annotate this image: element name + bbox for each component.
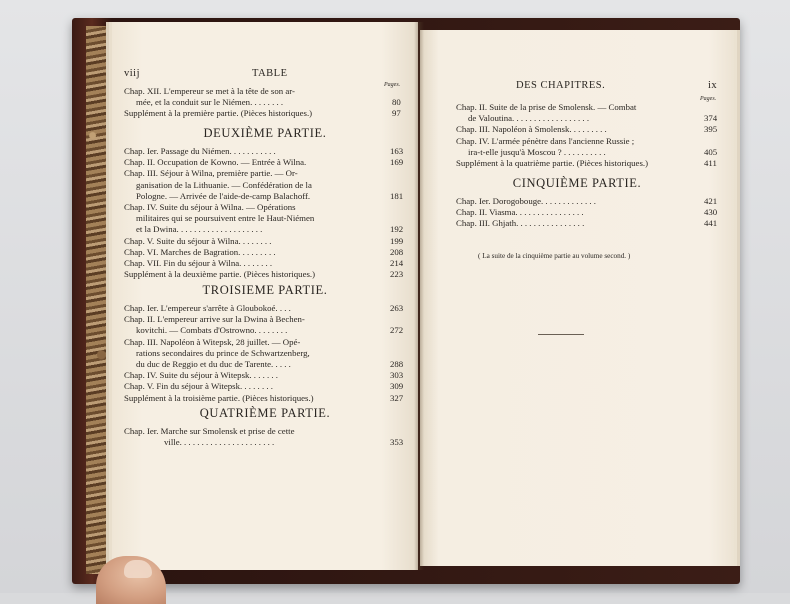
toc-page-number: 441 [704, 218, 718, 229]
toc-text: Chap. II. Occupation de Kowno. — Entrée à Wilna. [124, 157, 307, 168]
right-page-header: DES CHAPITRES. [516, 80, 606, 91]
toc-text: ganisation de la Lithuanie. — Confédération de la [136, 179, 312, 190]
toc-text: Chap. Ier. Passage du Niémen. . . . . . . . . . . [124, 146, 276, 156]
toc-row [456, 196, 596, 207]
thumb-nail [124, 560, 152, 578]
section-troisieme: TROISIEME PARTIE. [202, 283, 328, 297]
toc-row [124, 381, 273, 392]
left-page-header: TABLE [252, 68, 288, 79]
toc-row [456, 207, 584, 218]
right-page-number: ix [708, 80, 718, 91]
toc-row [456, 136, 634, 147]
left-page [112, 22, 418, 570]
toc-text: Supplément à la première partie. (Pièces historiques.) [124, 108, 313, 119]
toc-row [124, 236, 271, 247]
toc-text: mée, et la conduit sur le Niémen. . . . . . . . [136, 97, 284, 108]
section-quatrieme: QUATRIÈME PARTIE. [199, 406, 331, 420]
toc-row [456, 102, 636, 113]
toc-row [468, 113, 589, 124]
toc-page-number: 214 [390, 258, 404, 268]
toc-row [456, 218, 584, 229]
toc-text: Chap. III. Napoléon à Witepsk, 28 juillet. — Opé- [124, 336, 301, 347]
toc-row [136, 213, 314, 224]
end-rule [538, 334, 584, 335]
toc-text: Chap. II. L'empereur arrive sur la Dwina à Bechen- [124, 314, 305, 325]
toc-row [124, 146, 276, 157]
toc-row [136, 359, 291, 370]
toc-text: et la Dwina. . . . . . . . . . . . . . . . . . . . [136, 224, 263, 235]
toc-row [124, 108, 312, 119]
continuation-note: ( La suite de la cinquième partie au volume second. ) [478, 252, 631, 260]
toc-row [136, 224, 262, 235]
toc-page-number: 208 [390, 246, 404, 257]
left-page-number: viij [124, 68, 141, 79]
toc-text: rations secondaires du prince de Schwartzenberg, [136, 347, 310, 358]
right-page [420, 30, 734, 566]
toc-row [136, 348, 310, 359]
toc-row [164, 437, 274, 448]
toc-row [124, 269, 315, 280]
toc-row [456, 158, 648, 169]
toc-row [468, 147, 606, 158]
toc-row [124, 247, 276, 258]
toc-row [456, 124, 607, 135]
left-pages-label: Pages. [384, 82, 401, 88]
toc-page-number: 309 [390, 381, 404, 392]
section-cinquieme: CINQUIÈME PARTIE. [512, 176, 642, 190]
toc-text: militaires qui se poursuivent entre le Haut-Niémen [136, 213, 315, 224]
section-deuxieme: DEUXIÈME PARTIE. [203, 126, 327, 140]
toc-text: de Valoutina. . . . . . . . . . . . . . . . . . [468, 113, 590, 124]
toc-page-number: 405 [704, 146, 718, 157]
toc-row [124, 258, 272, 269]
toc-page-number: 272 [390, 325, 404, 336]
toc-text: Supplément à la quatrième partie. (Pièces historiques.) [456, 158, 649, 168]
toc-page-number: 421 [704, 196, 718, 206]
toc-page-number: 80 [392, 97, 401, 108]
toc-row [136, 97, 283, 108]
toc-text: Chap. V. Fin du séjour à Witepsk. . . . . . . . [124, 381, 273, 392]
toc-page-number: 163 [390, 146, 404, 156]
toc-text: Chap. III. Ghjath. . . . . . . . . . . . . . . . [456, 218, 585, 229]
toc-text: Chap. IV. Suite du séjour à Wilna. — Opérations [124, 202, 296, 212]
toc-text: ville. . . . . . . . . . . . . . . . . . . . . . [164, 437, 275, 448]
toc-text: Chap. IV. Suite du séjour à Witepsk. . . . . . . [124, 370, 278, 381]
toc-page-number: 199 [390, 235, 404, 246]
toc-row [124, 157, 306, 168]
toc-row [124, 202, 296, 213]
toc-row [136, 180, 312, 191]
toc-text: Chap. Ier. Marche sur Smolensk et prise de cette [124, 426, 295, 436]
toc-page-number: 353 [390, 437, 404, 448]
toc-page-number: 223 [390, 269, 404, 280]
toc-row [124, 168, 298, 179]
toc-text: Chap. VII. Fin du séjour à Wilna. . . . . . . . [124, 258, 273, 268]
toc-text: Chap. II. Viasma. . . . . . . . . . . . . . . . [456, 207, 584, 218]
toc-page-number: 303 [390, 370, 404, 381]
toc-row [124, 337, 300, 348]
toc-page-number: 395 [704, 124, 718, 135]
toc-text: Chap. III. Napoléon à Smolensk. . . . . . . . . [456, 124, 607, 135]
toc-text: Pologne. — Arrivée de l'aide-de-camp Balachoff. [136, 190, 311, 201]
toc-row [124, 303, 291, 314]
toc-text: Chap. Ier. Dorogobouge. . . . . . . . . . . . . [456, 196, 596, 206]
toc-text: Chap. II. Suite de la prise de Smolensk. — Combat [456, 102, 637, 112]
toc-text: Chap. IV. L'armée pénètre dans l'ancienne Russie ; [456, 135, 635, 146]
toc-page-number: 169 [390, 157, 404, 168]
right-pages-label: Pages. [700, 96, 717, 102]
toc-page-number: 411 [704, 158, 717, 168]
toc-page-number: 430 [704, 207, 718, 218]
toc-row [136, 191, 310, 202]
toc-text: ira-t-elle jusqu'à Moscou ? . . . . . . . . . . [468, 146, 606, 157]
toc-row [124, 426, 295, 437]
toc-page-number: 327 [390, 392, 404, 403]
toc-page-number: 374 [704, 113, 718, 124]
toc-text: Chap. III. Séjour à Wilna, première partie. — Or- [124, 168, 298, 179]
toc-text: Supplément à la troisième partie. (Pièces historiques.) [124, 392, 314, 403]
toc-text: Chap. Ier. L'empereur s'arrête à Gloubokoé. . . . [124, 303, 291, 313]
toc-page-number: 97 [392, 108, 401, 119]
toc-text: Supplément à la deuxième partie. (Pièces historiques.) [124, 269, 316, 280]
toc-text: du duc de Reggio et du duc de Tarente. . . . . [136, 359, 291, 369]
toc-text: Chap. V. Suite du séjour à Wilna. . . . . . . . [124, 235, 272, 246]
toc-page-number: 192 [390, 224, 404, 235]
toc-page-number: 263 [390, 303, 404, 313]
toc-row [124, 370, 278, 381]
book-gutter [414, 22, 424, 570]
toc-row [124, 393, 314, 404]
toc-row [136, 325, 287, 336]
toc-text: kovitchi. — Combats d'Ostrowno. . . . . . . . [136, 325, 288, 336]
toc-page-number: 288 [390, 359, 404, 369]
toc-text: Chap. VI. Marches de Bagration. . . . . . . . . [124, 246, 276, 257]
marbled-endpaper [86, 26, 108, 574]
toc-row [124, 314, 305, 325]
toc-text: Chap. XII. L'empereur se met à la tête de son ar- [124, 86, 295, 96]
toc-row [124, 86, 295, 97]
toc-page-number: 181 [390, 190, 404, 201]
